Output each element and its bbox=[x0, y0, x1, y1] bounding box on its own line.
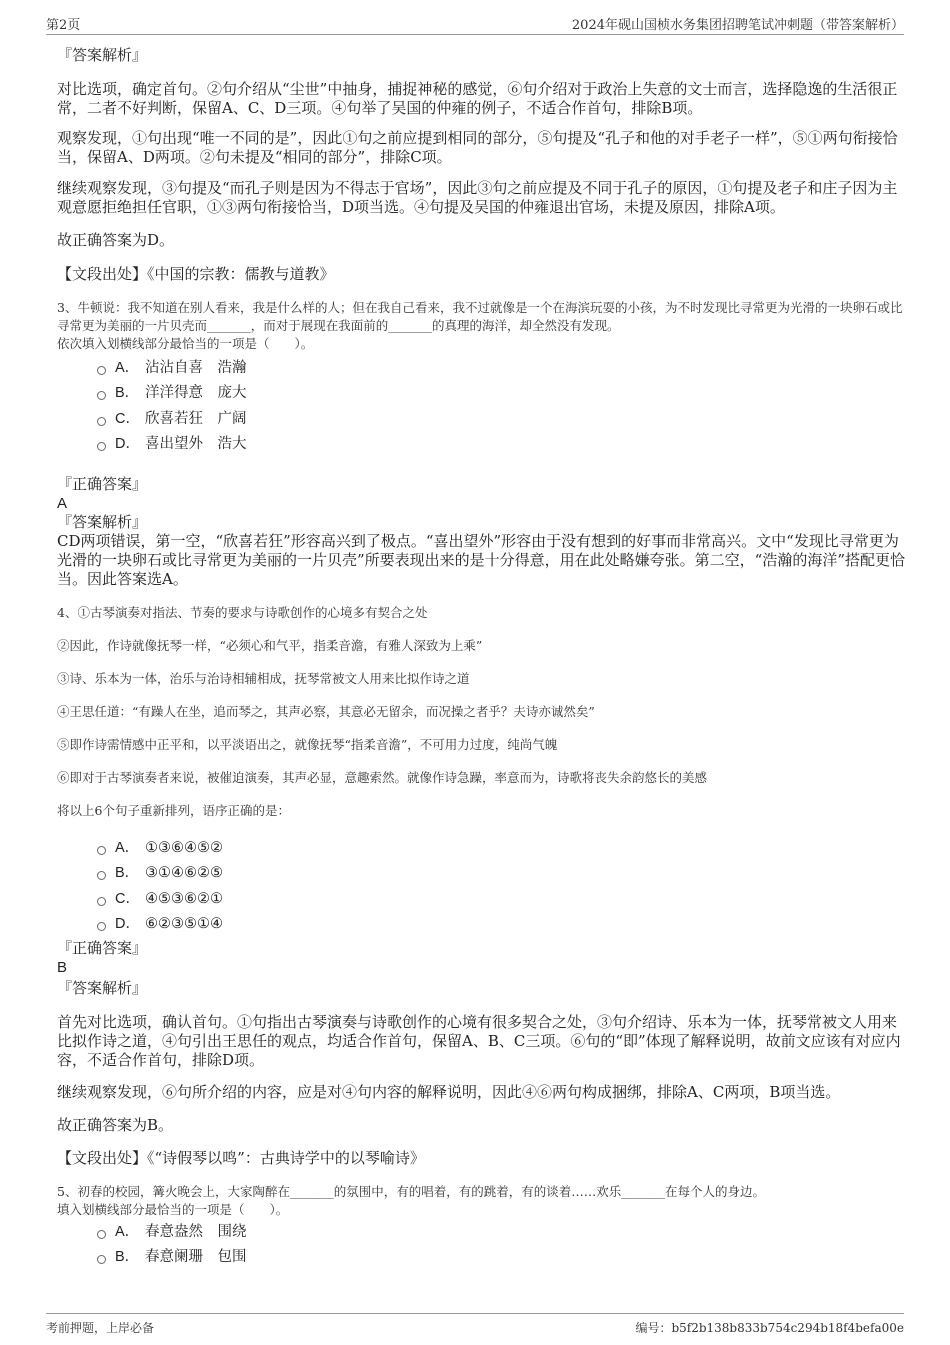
q4-analysis-p1: 首先对比选项，确认首句。①句指出古琴演奏与诗歌创作的心境有很多契合之处，③句介绍诗、乐本为一体，抚琴常被文人用来比拟作诗之道，④句引出王思任的观点，均适合作首句，保留A、B、C三项。⑥句的“即”体现了解释说明，故前文应该有对应内容，不适合作首句，排除D项。 bbox=[57, 1013, 901, 1069]
q3-answer: A bbox=[57, 495, 68, 512]
radio-icon[interactable] bbox=[97, 1255, 106, 1264]
q4-answer-label: 『正确答案』 bbox=[57, 939, 148, 957]
radio-icon[interactable] bbox=[97, 391, 106, 400]
q3-analysis-label: 『答案解析』 bbox=[57, 513, 148, 531]
q2-source: 【文段出处】《中国的宗教：儒教与道教》 bbox=[57, 265, 335, 283]
q4-option-b[interactable]: B． ③①④⑥②⑤ bbox=[97, 861, 907, 887]
q3-stem: 3、牛顿说：我不知道在别人看来，我是什么样的人；但在我自己看来，我不过就像是一个在海滨玩耍的小孩，为不时发现比寻常更为光滑的一块卵石或比寻常更为美丽的一片贝壳而_______，而对于展现在我面前的_______的真理的海洋，却全然没有发现。 bbox=[57, 300, 903, 333]
radio-icon[interactable] bbox=[97, 442, 106, 451]
q4-sentence-6: ⑥即对于古琴演奏者来说，被催迫演奏，其声必显，意趣索然。就像作诗急躁，率意而为，诗歌将丧失余韵悠长的美感 bbox=[57, 770, 708, 785]
q4-sentence-2: ②因此，作诗就像抚琴一样，“必须心和气平，指柔音澹，有雅人深致为上乘” bbox=[57, 638, 483, 653]
q3-answer-label: 『正确答案』 bbox=[57, 475, 148, 493]
page-number: 第2页 bbox=[46, 18, 81, 33]
page-footer bbox=[46, 1313, 904, 1336]
q4-option-d[interactable]: D． ⑥②③⑤①④ bbox=[97, 912, 907, 938]
radio-icon[interactable] bbox=[97, 922, 106, 931]
q2-conclusion: 故正确答案为D。 bbox=[57, 231, 175, 249]
q4-option-a[interactable]: A． ①③⑥④⑤② bbox=[97, 835, 907, 861]
q3-prompt: 依次填入划横线部分最恰当的一项是（ ）。 bbox=[57, 336, 314, 351]
q3-options bbox=[57, 355, 907, 457]
q4-source: 【文段出处】《“诗假琴以鸣”：古典诗学中的以琴喻诗》 bbox=[57, 1149, 425, 1167]
q4-analysis-label: 『答案解析』 bbox=[57, 979, 148, 997]
q3-option-c[interactable]: C． 欣喜若狂 广阔 bbox=[97, 406, 907, 432]
radio-icon[interactable] bbox=[97, 1230, 106, 1239]
q4-conclusion: 故正确答案为B。 bbox=[57, 1116, 174, 1134]
radio-icon[interactable] bbox=[97, 846, 106, 855]
footer-slogan: 考前押题，上岸必备 bbox=[46, 1321, 155, 1335]
q4-analysis-p2: 继续观察发现，⑥句所介绍的内容，应是对④句内容的解释说明，因此④⑥两句构成捆绑，排除A、C两项，B项当选。 bbox=[57, 1083, 841, 1101]
q2-analysis-p1: 对比选项，确定首句。②句介绍从“尘世”中抽身，捕捉神秘的感觉，⑥句介绍对于政治上失意的文士而言，选择隐逸的生活很正常，二者不好判断，保留A、C、D三项。④句举了吴国的仲雍的例子，不适合作首句，排除B项。 bbox=[57, 80, 898, 117]
q5-stem: 5、初春的校园，篝火晚会上，大家陶醉在_______的氛围中，有的唱着，有的跳着，有的谈着……欢乐_______在每个人的身边。 bbox=[57, 1184, 765, 1199]
radio-icon[interactable] bbox=[97, 366, 106, 375]
radio-icon[interactable] bbox=[97, 897, 106, 906]
q3-option-a[interactable]: A． 沾沾自喜 浩瀚 bbox=[97, 355, 907, 381]
q5-option-b[interactable]: B． 春意阑珊 包围 bbox=[97, 1245, 907, 1271]
q4-prompt: 将以上6个句子重新排列，语序正确的是： bbox=[57, 803, 290, 818]
q3-option-d[interactable]: D． 喜出望外 浩大 bbox=[97, 432, 907, 458]
document-title: 2024年砚山国桢水务集团招聘笔试冲刺题（带答案解析） bbox=[571, 18, 904, 33]
q4-answer: B bbox=[57, 959, 68, 976]
q4-stem: 4、①古琴演奏对指法、节奏的要求与诗歌创作的心境多有契合之处 bbox=[57, 605, 428, 620]
q4-sentence-3: ③诗、乐本为一体，治乐与治诗相辅相成，抚琴常被文人用来比拟作诗之道 bbox=[57, 671, 470, 686]
document-body bbox=[57, 44, 907, 1270]
q2-analysis-p3: 继续观察发现，③句提及“而孔子则是因为不得志于官场”，因此③句之前应提及不同于孔子的原因，①句提及老子和庄子因为主观意愿拒绝担任官职，①③两句衔接恰当，D项当选。④句提及吴国的仲雍退出官场，未提及原因，排除A项。 bbox=[57, 179, 898, 216]
q4-option-c[interactable]: C． ④⑤③⑥②① bbox=[97, 886, 907, 912]
q4-sentence-4: ④王思任道：“有躁人在坐，追而琴之，其声必察，其意必无留余，而况操之者乎？夫诗亦诚然矣” bbox=[57, 704, 595, 719]
q2-analysis-label: 『答案解析』 bbox=[57, 46, 148, 64]
q2-analysis-p2: 观察发现，①句出现“唯一不同的是”，因此①句之前应提到相同的部分，⑤句提及“孔子和他的对手老子一样”，⑤①两句衔接恰当，保留A、D两项。②句未提及“相同的部分”，排除C项。 bbox=[57, 129, 898, 166]
radio-icon[interactable] bbox=[97, 871, 106, 880]
footer-serial-number: 编号：b5f2b138b833b754c294b18f4befa00e bbox=[635, 1321, 904, 1335]
q4-options bbox=[57, 835, 907, 937]
q5-option-a[interactable]: A． 春意盎然 围绕 bbox=[97, 1219, 907, 1245]
q5-options bbox=[57, 1219, 907, 1270]
q3-analysis: CD两项错误，第一空，“欣喜若狂”形容高兴到了极点。“喜出望外”形容由于没有想到的好事而非常高兴。文中“发现比寻常更为光滑的一块卵石或比寻常更为美丽的一片贝壳”所要表现出来的是十分得意，用在此处略嫌夸张。第二空，“浩瀚的海洋”搭配更恰当。因此答案选A。 bbox=[57, 532, 906, 588]
q4-sentence-5: ⑤即作诗需情感中正平和，以平淡语出之，就像抚琴“指柔音澹”，不可用力过度，纯尚气魄 bbox=[57, 737, 558, 752]
q5-prompt: 填入划横线部分最恰当的一项是（ ）。 bbox=[57, 1202, 289, 1217]
page-header bbox=[46, 12, 904, 35]
q3-option-b[interactable]: B． 洋洋得意 庞大 bbox=[97, 381, 907, 407]
radio-icon[interactable] bbox=[97, 417, 106, 426]
